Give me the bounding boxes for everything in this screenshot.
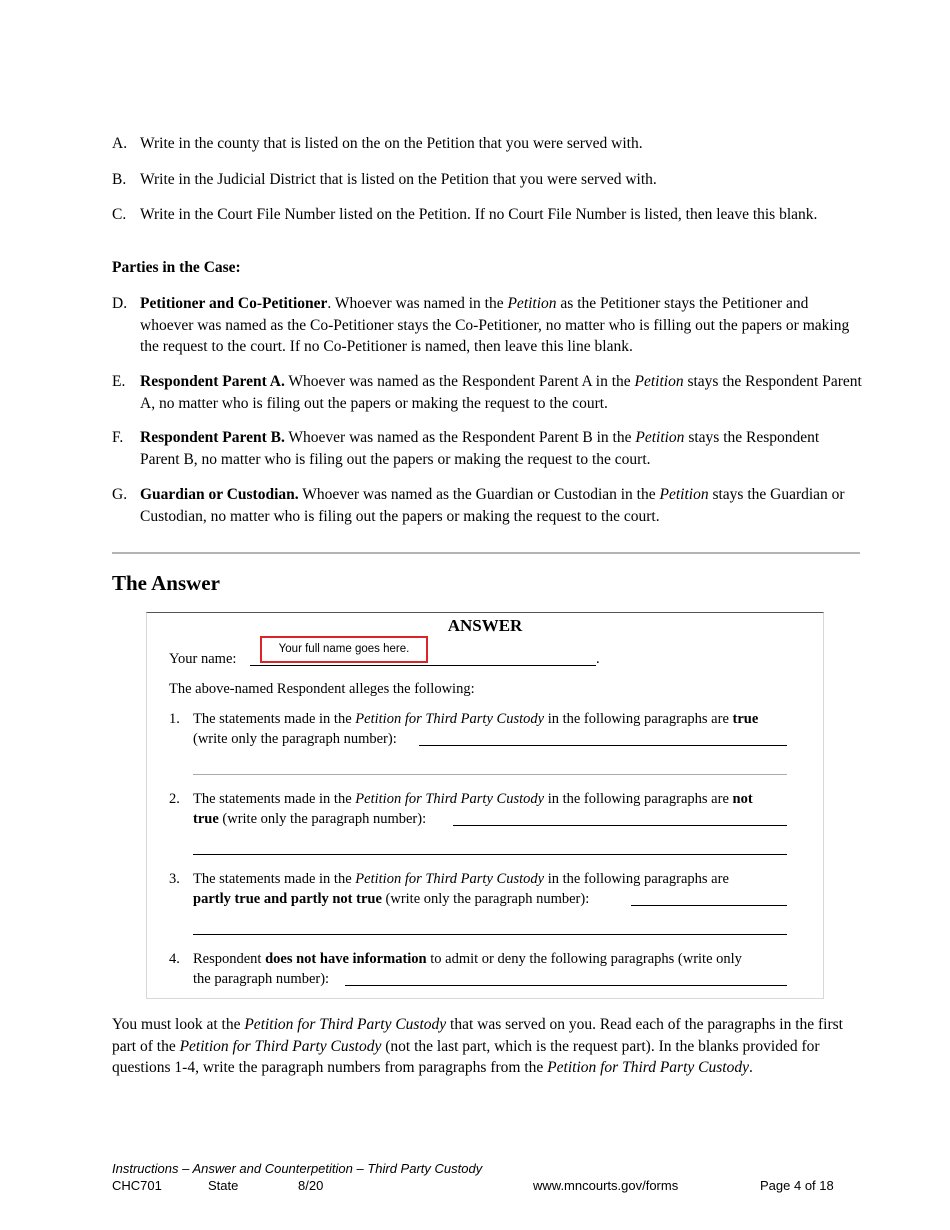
text-run: . [748, 1059, 753, 1076]
item-text: Write in the Court File Number listed on the Petition. If no Court File Number is listed, then leave this blank. [140, 206, 818, 223]
item-text [140, 371, 862, 414]
text-run: Respondent [193, 951, 266, 967]
item-text: Write in the Judicial District that is listed on the Petition that you were served with. [140, 171, 657, 188]
item-text [140, 293, 862, 358]
question-number: 3. [169, 871, 180, 887]
text-run: (not the last part, which is the request part). In the blanks provided for questions 1-4, write the paragraph numbers from paragraphs from the [112, 1037, 820, 1076]
italic-run: Petition for Third Party Custody [244, 1016, 447, 1033]
item-text: Write in the county that is listed on the on the Petition that you were served with. [140, 135, 643, 152]
text-run: (write only the paragraph number): [193, 731, 397, 747]
italic-run: Petition for Third Party Custody [179, 1037, 382, 1055]
answer-blank-line [193, 934, 787, 935]
name-blank [250, 665, 596, 666]
italic-run: Petition for Third Party Custody [355, 711, 545, 727]
text-run: stays the Respondent Parent A, no matter who is filing out the papers or making the request to the court. [140, 373, 862, 412]
text-run: You must look at the [112, 1016, 245, 1033]
item-letter: E. [112, 373, 126, 390]
item-letter: F. [112, 429, 124, 446]
question-text [193, 789, 809, 829]
text-run: The statements made in the [193, 711, 356, 727]
answer-blank [345, 985, 787, 986]
bold-run: partly true and partly not true [193, 891, 382, 907]
question-2 [169, 789, 809, 829]
parties-heading: Parties in the Case: [112, 259, 241, 276]
text-run: Whoever was named as the Guardian or Custodian in the [298, 486, 660, 503]
party-title: Petitioner and Co-Petitioner [140, 295, 328, 312]
text-run: to admit or deny the following paragraphs (write only [426, 951, 742, 967]
text-run: stays the Guardian or Custodian, no matter who is filing out the papers or making the request to the court. [140, 486, 845, 525]
alleges-text: The above-named Respondent alleges the following: [169, 681, 475, 697]
text-run: The statements made in the [193, 791, 356, 807]
item-letter: A. [112, 135, 128, 152]
italic-run: Petition [507, 295, 557, 312]
party-g [112, 484, 862, 527]
text-run: (write only the paragraph number): [218, 811, 427, 827]
footer-page-number: Page 4 of 18 [760, 1178, 834, 1193]
instruction-a [112, 133, 862, 155]
footer-date: 8/20 [298, 1178, 324, 1193]
bold-run: not [732, 791, 753, 807]
name-label: Your name: [169, 651, 237, 667]
italic-run: Petition for Third Party Custody [547, 1059, 749, 1076]
question-number: 4. [169, 951, 180, 967]
text-run: The statements made in the [193, 871, 356, 887]
name-period: . [596, 651, 600, 667]
footer-title: Instructions – Answer and Counterpetition – Third Party Custody [112, 1161, 483, 1176]
section-divider [112, 552, 860, 554]
text-run: stays the Respondent Parent B, no matter who is filing out the papers or making the request to the court. [140, 429, 820, 468]
text-run: in the following paragraphs are [544, 711, 733, 727]
text-run: . Whoever was named in the [327, 295, 508, 312]
item-letter: G. [112, 486, 128, 503]
answer-blank [453, 825, 787, 826]
text-run: Whoever was named as the Respondent Parent B in the [284, 429, 636, 446]
party-title: Guardian or Custodian. [140, 486, 299, 503]
closing-paragraph [112, 1014, 862, 1079]
italic-run: Petition for Third Party Custody [355, 871, 545, 887]
text-run: as the Petitioner stays the Petitioner and whoever was named as the Co-Petitioner stays the Co-Petitioner, no matter who is filling out the papers or making the request to the court. If no Co-Petitioner is named, then leave this line blank. [140, 295, 850, 355]
text-run: in the following paragraphs are [544, 871, 729, 887]
text-run: that was served on you. Read each of the paragraphs in the first part of the [112, 1016, 843, 1055]
item-letter: B. [112, 171, 127, 188]
question-4 [169, 949, 809, 989]
item-text [140, 484, 862, 527]
question-1 [169, 709, 809, 749]
footer-state: State [208, 1178, 239, 1193]
italic-run: Petition [635, 429, 685, 446]
item-letter: D. [112, 295, 128, 312]
answer-blank [631, 905, 787, 906]
party-title: Respondent Parent A. [140, 373, 285, 390]
answer-blank-line [193, 774, 787, 775]
text-run: in the following paragraphs are [544, 791, 733, 807]
bold-run: true [193, 811, 219, 827]
instruction-c [112, 204, 862, 226]
footer-url: www.mncourts.gov/forms [533, 1178, 679, 1193]
party-f [112, 427, 862, 470]
text-run: Whoever was named as the Respondent Parent A in the [284, 373, 635, 390]
question-text [193, 949, 809, 989]
party-e [112, 371, 862, 414]
instruction-b [112, 169, 862, 191]
party-title: Respondent Parent B. [140, 429, 285, 446]
italic-run: Petition [659, 486, 709, 503]
answer-title: ANSWER [447, 616, 523, 635]
item-letter: C. [112, 206, 127, 223]
answer-form-sample [146, 612, 824, 999]
question-text [193, 709, 809, 749]
text-run: (write only the paragraph number): [381, 891, 590, 907]
bold-run: does not have information [265, 951, 427, 967]
question-number: 2. [169, 791, 180, 807]
answer-blank [419, 745, 787, 746]
italic-run: Petition for Third Party Custody [355, 791, 545, 807]
question-text [193, 869, 809, 909]
text-run: the paragraph number): [193, 971, 330, 987]
italic-run: Petition [634, 373, 684, 390]
question-number: 1. [169, 711, 180, 727]
item-text [140, 427, 862, 470]
answer-blank-line [193, 854, 787, 855]
footer-form-code: CHC701 [112, 1178, 162, 1193]
bold-run: true [732, 711, 759, 727]
section-title: The Answer [112, 571, 220, 595]
party-d [112, 293, 862, 358]
name-hint-callout: Your full name goes here. [260, 636, 428, 663]
question-3 [169, 869, 809, 909]
